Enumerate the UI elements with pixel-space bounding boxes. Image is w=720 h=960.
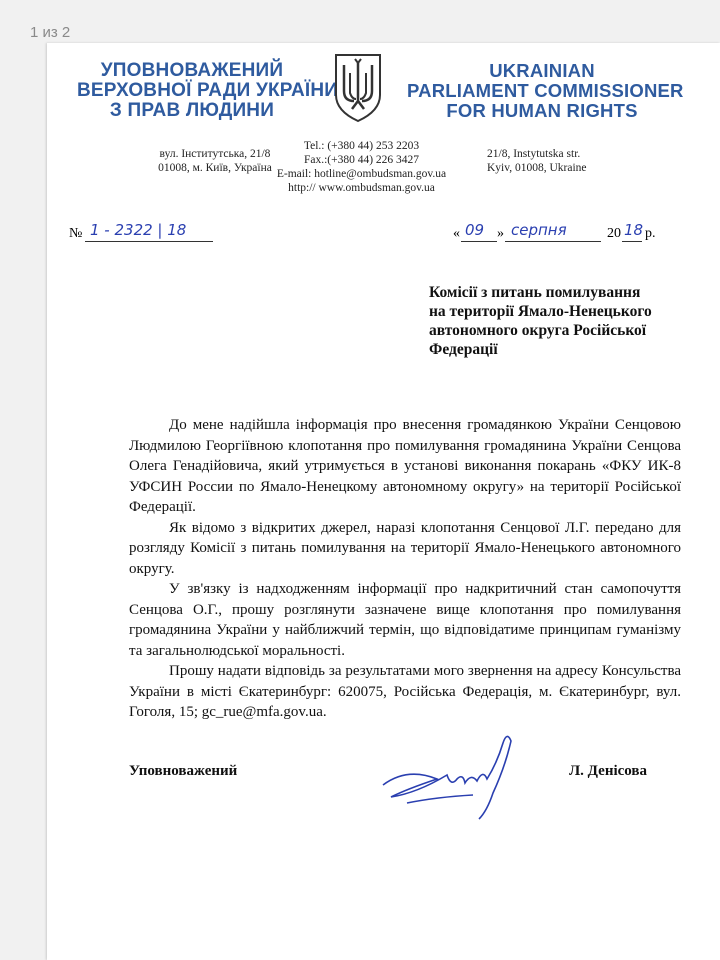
address-line: 01008, м. Київ, Україна: [158, 162, 272, 174]
day-underline: [461, 241, 497, 242]
letter-body: [129, 415, 681, 723]
addressee-line: Федерації: [429, 341, 498, 358]
registration-number: 1 - 2322 | 18: [90, 221, 187, 239]
letterhead-english: [407, 60, 684, 121]
month-underline: [505, 241, 601, 242]
phone-line: Tel.: (+380 44) 253 2203: [303, 140, 420, 152]
letterhead-ua-line: УПОВНОВАЖЕНИЙ: [100, 60, 284, 81]
date-day: 09: [465, 221, 485, 239]
date-month: серпня: [511, 221, 567, 239]
handwritten-signature: [377, 723, 537, 823]
body-paragraph: У зв'язку із надходженням інформації про надкритичний стан самопочуття Сенцова О.Г., прошу розглянути зазначене вище клопотання про помилування громадянина України у найближчий термін, що відповідатиме принципам гуманізму та загальнолюдської моральності.: [129, 581, 681, 659]
letterhead-ukrainian: [77, 60, 339, 121]
trident-emblem-icon: [330, 51, 386, 123]
date-open-quote: «: [453, 226, 460, 241]
addressee-line: Комісії з питань помилування: [429, 284, 641, 301]
body-paragraph: Як відомо з відкритих джерел, наразі клопотання Сенцової Л.Г. передано для розгляду Комісії з питань помилування на території Ямало-Ненецького автономного округу.: [129, 519, 681, 577]
number-underline: [85, 241, 213, 242]
letterhead-en-line: UKRAINIAN: [489, 60, 595, 81]
fax-line: Fax.:(+380 44) 226 3427: [303, 154, 420, 166]
number-label: №: [69, 226, 83, 241]
letterhead-en-line: FOR HUMAN RIGHTS: [446, 100, 638, 121]
address-line: 21/8, Instytutska str.: [487, 148, 581, 160]
body-paragraph: До мене надійшла інформація про внесення громадянкою України Сенцовою Людмилою Георгіївною клопотання про помилування громадянина України Сенцова Олега Генадійовича, який утримується в установі виконання покарань «ФКУ ИК-8 УФСИН России по Ямало-Ненецкому автономному округу» на території Російської Федерації.: [129, 417, 681, 515]
address-line: вул. Інститутська, 21/8: [159, 148, 271, 160]
document-page: [47, 43, 720, 960]
address-english: [487, 147, 657, 175]
addressee-line: на території Ямало-Ненецького: [429, 303, 652, 320]
signer-role: Уповноважений: [129, 763, 238, 779]
addressee-line: автономного округа Російської: [429, 322, 647, 339]
address-line: Kyiv, 01008, Ukraine: [487, 162, 587, 174]
date-close-quote: »: [497, 226, 504, 241]
year-prefix: 20: [607, 226, 621, 241]
year-suffix: 18: [624, 221, 644, 239]
year-end: р.: [645, 226, 656, 241]
page-counter: 1 из 2: [30, 24, 71, 41]
email-line: E-mail: hotline@ombudsman.gov.ua: [276, 168, 447, 180]
signer-name: Л. Денісова: [569, 763, 648, 779]
addressee-block: [429, 283, 689, 359]
letterhead-en-line: PARLIAMENT COMMISSIONER: [407, 80, 684, 101]
letterhead-ua-line: ВЕРХОВНОЇ РАДИ УКРАЇНИ: [77, 80, 339, 101]
website-line: http:// www.ombudsman.gov.ua: [288, 182, 435, 194]
registration-line: [47, 215, 720, 245]
contact-info: [269, 139, 454, 195]
body-paragraph: Прошу надати відповідь за результатами мого звернення на адресу Консульства України в місті Єкатеринбург: 620075, Російська Федерація, м. Єкатеринбург, вул. Гоголя, 15; gc_rue@mfa.gov.ua.: [129, 663, 681, 720]
letterhead-ua-line: З ПРАВ ЛЮДИНИ: [109, 100, 275, 121]
year-underline: [622, 241, 642, 242]
